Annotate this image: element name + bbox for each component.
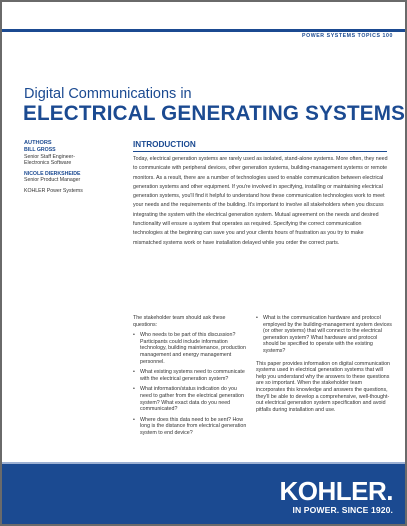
questions-column-left xyxy=(133,315,248,441)
author-role: Senior Staff Engineer- xyxy=(24,153,75,160)
page-title: ELECTRICAL GENERATING SYSTEMS xyxy=(23,101,405,125)
author-role: Electronics Software xyxy=(24,160,72,166)
questions-list-continued xyxy=(256,315,392,355)
bullet-icon: • xyxy=(133,332,135,339)
author-name: BILL GROSS xyxy=(24,147,56,153)
series-label: POWER SYSTEMS TOPICS 100 xyxy=(302,33,393,39)
title-prefix: Digital Communications in xyxy=(24,86,192,102)
bullet-icon: • xyxy=(133,416,135,423)
introduction-heading: INTRODUCTION xyxy=(133,140,196,149)
section-rule xyxy=(133,151,387,152)
questions-list xyxy=(133,332,248,436)
list-item: • What existing systems need to communicate with the electrical generation system? xyxy=(133,369,245,382)
closing-paragraph: This paper provides information on digital communication systems used in electrical generation systems that will help you understand why the answers to these questions are so important. When the stakeholder team incorporates this knowledge and answers the questions, they'll be able to develop a comprehensive, well-thought-out electrical generation system specification and avoid pitfalls during installation and use. xyxy=(256,360,390,413)
authors-heading: AUTHORS xyxy=(24,140,52,146)
bullet-icon: • xyxy=(133,386,135,393)
authors-sidebar xyxy=(24,140,124,194)
list-item: • What is the communication hardware and protocol employed by the building-management system devices (or other systems) that will connect to the electrical generation system? What hardware and protocol should be specified to operate with the existing systems? xyxy=(256,315,392,354)
company-name: KOHLER Power Systems xyxy=(24,187,83,194)
document-page xyxy=(2,2,405,524)
author-name: NICOLE DIERKSHEIDE xyxy=(24,170,81,177)
footer-accent-line xyxy=(2,462,405,464)
introduction-paragraph: Today, electrical generation systems are rarely used as isolated, stand-alone systems. More often, they need to communicate with peripheral devices, other generation systems, building-management systems or remote monitors. As a result, there are a number of technologies used to enable communication between electrical generation systems and other equipment. If you're involved in specifying, installing or maintaining electrical generation systems, you'll find it helpful to understand how these communication technologies work to meet your needs and the requirements of the building. It's important to involve all stakeholders when you discuss integrating the system with the electrical generation system. Mutual agreement on the needs and desired functionality will ensure a system that operates as required. Specifying the correct communication technologies at the beginning can save you and your clients hours of frustration as you try to make mismatched systems work or have installation delayed while you order the correct parts. xyxy=(133,156,388,246)
author-role: Senior Product Manager xyxy=(24,177,81,183)
list-item: • What information/status indication do you need to gather from the electrical generation system? What exact data do you need communicated? xyxy=(133,386,244,413)
questions-lead: The stakeholder team should ask these questions: xyxy=(133,315,226,328)
bullet-icon: • xyxy=(256,315,258,321)
top-rule xyxy=(2,29,405,32)
bullet-icon: • xyxy=(133,369,135,376)
list-item: • Who needs to be part of this discussion? Participants could include information technology, building maintenance, production management and energy management personnel. xyxy=(133,332,246,365)
questions-column-right xyxy=(256,315,392,417)
brand-tagline: IN POWER. SINCE 1920. xyxy=(292,505,393,515)
list-item: • Where does this data need to be sent? How long is the distance from electrical generation system to end device? xyxy=(133,416,247,436)
kohler-logo: KOHLER. xyxy=(279,476,393,506)
